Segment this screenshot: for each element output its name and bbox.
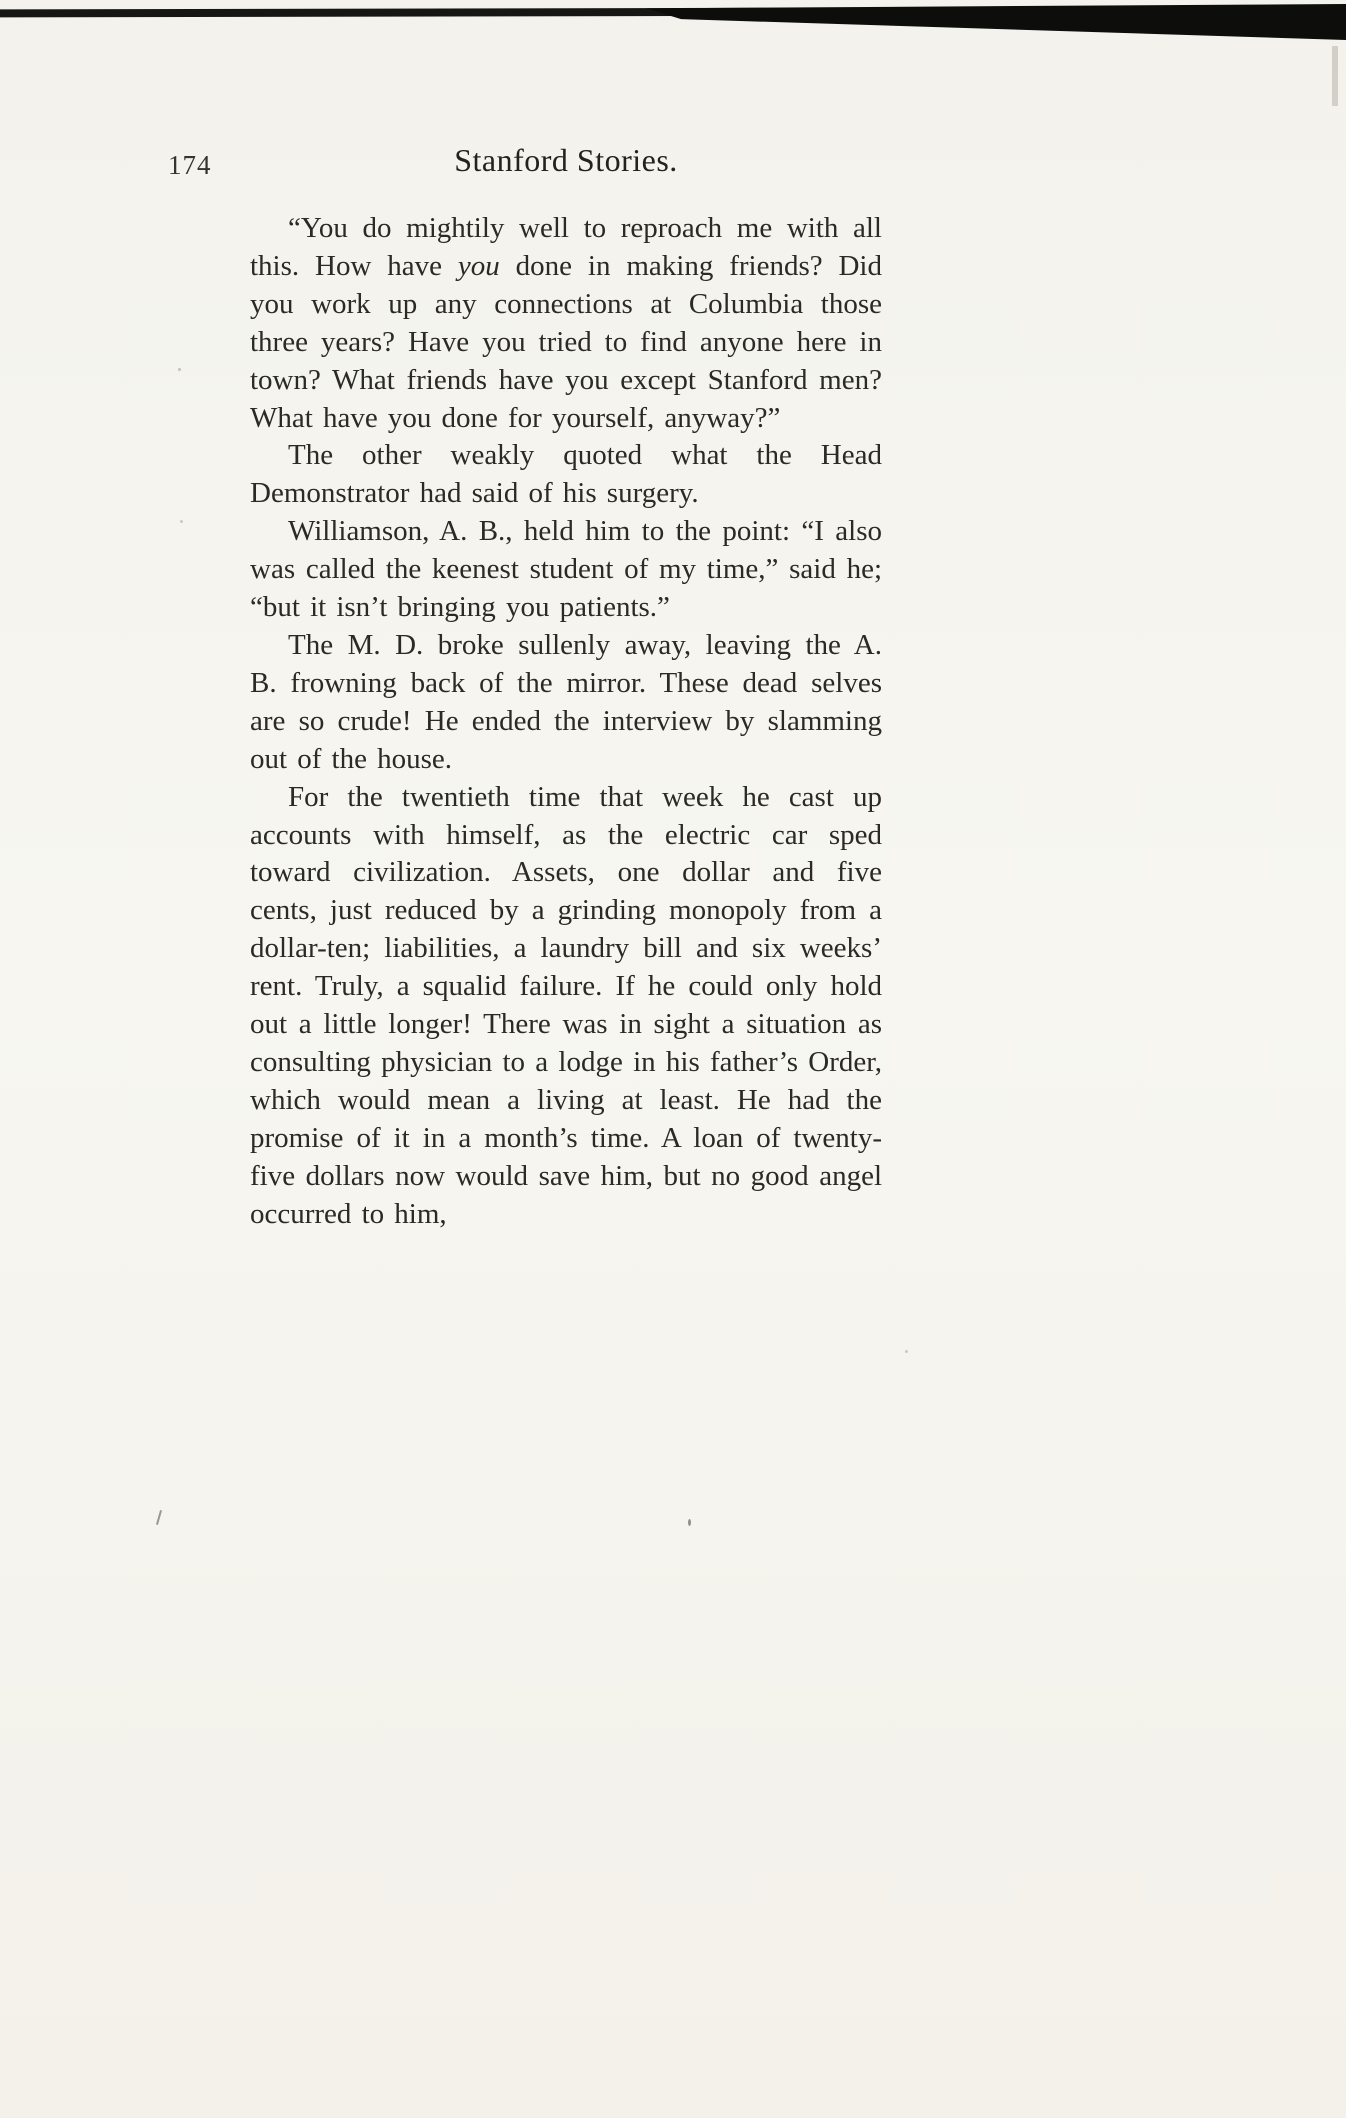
page-header — [168, 142, 882, 194]
scan-speckle — [180, 520, 183, 523]
scan-speckle — [1332, 46, 1338, 106]
paragraph-5: For the twentieth time that week he cast up accounts with himself, as the electric car sped toward civilization. Assets, one dollar and five cents, just reduced by a grinding monopoly from a dollar-ten; liabilities, a laundry bill and six weeks’ rent. Truly, a squalid failure. If he could only hold out a little longer! There was in sight a situation as consulting physician to a lodge in his father’s Order, which would mean a living at least. He had the promise of it in a month’s time. A loan of twenty-five dollars now would save him, but no good angel occurred to him, — [250, 780, 882, 1230]
page-content — [168, 0, 882, 1233]
scan-speckle — [905, 1350, 908, 1353]
scan-speckle — [178, 368, 181, 371]
paragraph-4: The M. D. broke sullenly away, leaving the A. B. frowning back of the mirror. These dead selves are so crude! He ended the interview by slamming out of the house. — [250, 628, 882, 775]
scan-speckle — [688, 1519, 691, 1526]
page-number: 174 — [168, 150, 212, 180]
paragraph-2: The other weakly quoted what the Head Demonstrator had said of his surgery. — [250, 439, 882, 510]
paragraph-3: Williamson, A. B., held him to the point: “I also was called the keenest student of my time,” said he; “but it isn’t bringing you patients.” — [250, 515, 882, 624]
paragraph-1 — [250, 210, 882, 437]
running-title: Stanford Stories. — [454, 142, 678, 178]
scan-speckle — [156, 1510, 162, 1525]
paragraph-1-text-before: “You do mightily well to reproach me with all this. How have — [250, 212, 882, 282]
paragraph-1-text-after: done in making friends? Did you work up any connections at Columbia those three years? Have you tried to find anyone here in town? What friends have you except Stanford men? What have you done for yourself, anyway?” — [250, 249, 882, 434]
body-text — [250, 210, 882, 1233]
paragraph-1-italic-word: you — [457, 249, 500, 282]
